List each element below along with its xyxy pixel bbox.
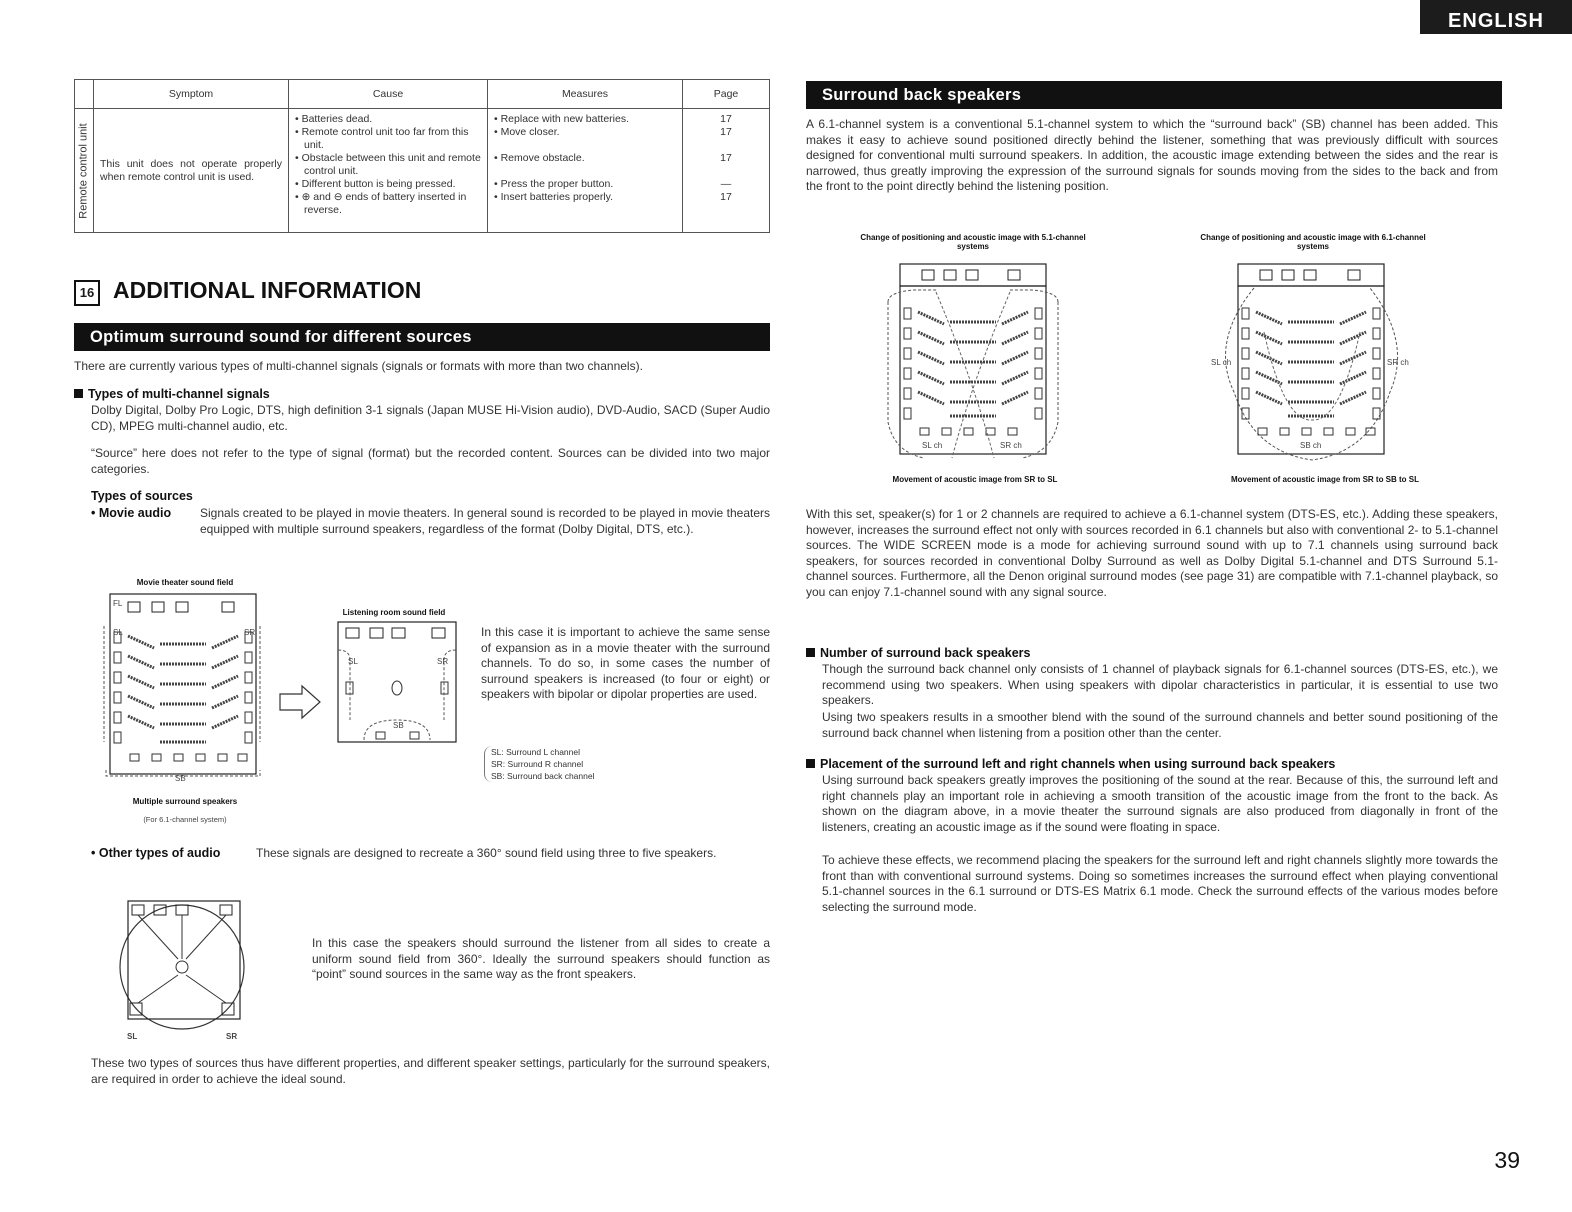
measures-cell — [488, 109, 683, 233]
list-item: • Remove obstacle. — [494, 152, 676, 165]
section-number: 16 — [74, 280, 100, 306]
number-body-2: Using two speakers results in a smoother blend with the sound of the surround channels and better sound positioning of the surround back channel when listening from a position other than the center. — [822, 710, 1498, 740]
sl-ch-label: SL ch — [922, 441, 943, 450]
sb-label: SB — [393, 721, 404, 730]
diagram-5-1-title: Change of positioning and acoustic image with 5.1-channel systems — [860, 233, 1086, 251]
list-item: • Obstacle between this unit and remote control unit. — [295, 152, 481, 178]
diagram-5-1 — [884, 262, 1064, 467]
page-cell — [683, 109, 770, 233]
number-heading: Number of surround back speakers — [806, 646, 1030, 660]
sr-label: SR — [244, 628, 256, 637]
placement-body-2: To achieve these effects, we recommend placing the speakers for the surround left and right channels slightly more towards the front than with conventional surround systems. Doing so sometimes increases the surround effect when playing conventional 5.1-channel sources in the 6.1 surround or DTS-ES Matrix 6.1 mode. Check the surround effects of the various modes before selecting the surround mode. — [822, 853, 1498, 914]
types-heading: Types of multi-channel signals — [74, 387, 270, 401]
sb-ch-label: SB ch — [1300, 441, 1322, 450]
five-speaker-text: In this case the speakers should surround the listener from all sides to create a uniform sound field from 360°. Ideally the surround speakers should function as “point” sound sources in the same way as the front speakers. — [312, 936, 770, 981]
channel-legend — [484, 746, 594, 782]
table-row — [75, 109, 770, 233]
sl-label: SL — [348, 657, 358, 666]
section-title: ADDITIONAL INFORMATION — [113, 277, 422, 303]
list-item: • Insert batteries properly. — [494, 191, 676, 204]
intro-paragraph: There are currently various types of multi-channel signals (signals or formats with more than two channels). — [74, 359, 643, 373]
cause-cell — [289, 109, 488, 233]
movie-theater-caption: Multiple surround speakers — [132, 797, 238, 806]
header-measures: Measures — [488, 80, 683, 109]
other-audio-body: These signals are designed to recreate a 360° sound field using three to five speakers. — [256, 846, 717, 860]
optimum-surround-bar: Optimum surround sound for different sources — [74, 323, 770, 351]
conclusion-paragraph: These two types of sources thus have different properties, and different speaker settings, particularly for the surround speakers, are required in order to achieve the ideal sound. — [91, 1056, 770, 1086]
page-number: 39 — [1494, 1147, 1520, 1173]
list-item: • Move closer. — [494, 126, 676, 139]
page-ref: 17 — [720, 152, 732, 164]
bullet-square — [806, 648, 815, 657]
surround-back-bar: Surround back speakers — [806, 81, 1502, 109]
source-note: “Source” here does not refer to the type of signal (format) but the recorded content. Sources can be divided into two major categories. — [91, 446, 770, 476]
five-speaker-diagram — [108, 895, 258, 1035]
category-cell: Remote control unit — [75, 109, 94, 233]
number-body: Though the surround back channel only consists of 1 channel of playback signals for 6.1-channel sources (DTS-ES, etc.), we recommend using two speakers. When using speakers with dipolar characteristics in particular, it is essential to use two speakers. — [822, 662, 1498, 707]
cause-list — [295, 113, 481, 217]
header-symptom: Symptom — [94, 80, 289, 109]
diagram-6-1-caption: Movement of acoustic image from SR to SB to SL — [1230, 475, 1420, 484]
table-corner — [75, 80, 94, 109]
symptom-cell: This unit does not operate properly when remote control unit is used. — [94, 109, 289, 233]
sb-label: SB — [175, 774, 186, 783]
movie-theater-title: Movie theater sound field — [136, 578, 234, 587]
diagram-5-1-caption: Movement of acoustic image from SR to SL — [892, 475, 1058, 484]
movie-theater-diagram — [102, 592, 272, 802]
page-ref: 17 — [720, 113, 732, 125]
list-item: • Batteries dead. — [295, 113, 481, 126]
page-ref: 17 — [720, 126, 732, 138]
placement-heading: Placement of the surround left and right channels when using surround back speakers — [806, 757, 1335, 771]
movie-audio-body: Signals created to be played in movie theaters. In general sound is recorded to be played in movie theaters equipped with multiple surround speakers, regardless of the format (Dolby Digital, DTS, etc.). — [200, 506, 770, 536]
listening-room-title: Listening room sound field — [342, 608, 446, 617]
page-ref: — — [720, 178, 732, 190]
legend-item: SB: Surround back channel — [491, 771, 595, 781]
measures-list — [494, 113, 676, 204]
surround-back-intro: A 6.1-channel system is a conventional 5.1-channel system to which the “surround back” (SB) channel has been added. This makes it easy to achieve sound positioned directly behind the listener, something that was previously difficult with sources designed for conventional multi surround speakers. In addition, the acoustic image extending between the sides and the rear is narrowed, thus greatly improving the expression of the surround signals for sounds moving from the sides to the back and from the front to the point directly behind the listening position. — [806, 117, 1498, 193]
troubleshooting-table — [74, 79, 770, 233]
types-body: Dolby Digital, Dolby Pro Logic, DTS, high definition 3-1 signals (Japan MUSE Hi-Vision audio), DVD-Audio, SACD (Super Audio CD), MPEG multi-channel audio, etc. — [91, 403, 770, 433]
listening-room-diagram — [334, 620, 464, 750]
sr-ch-label: SR ch — [1387, 358, 1409, 367]
sl-label: SL — [127, 1032, 138, 1041]
list-item: • ⊕ and ⊖ ends of battery inserted in reverse. — [295, 191, 481, 217]
list-item: • Remote control unit too far from this unit. — [295, 126, 481, 152]
bullet-square — [74, 389, 83, 398]
sl-ch-label: SL ch — [1211, 358, 1232, 367]
fl-label: FL — [113, 599, 123, 608]
other-audio-label: • Other types of audio — [91, 846, 221, 860]
sr-label: SR — [437, 657, 449, 666]
sr-ch-label: SR ch — [1000, 441, 1022, 450]
list-item: • Press the proper button. — [494, 178, 676, 191]
sl-label: SL — [113, 628, 123, 637]
header-cause: Cause — [289, 80, 488, 109]
movie-audio-label: • Movie audio — [91, 506, 172, 520]
movie-theater-subcaption: (For 6.1-channel system) — [143, 815, 227, 824]
bullet-square — [806, 759, 815, 768]
diagram-6-1-title: Change of positioning and acoustic image with 6.1-channel systems — [1200, 233, 1426, 251]
surround-back-para2: With this set, speaker(s) for 1 or 2 channels are required to achieve a 6.1-channel system (DTS-ES, etc.). Adding these speakers, however, increases the surround effect not only with sources recorded in 6.1 channels but also with conventional 2- to 5.1-channel sources. The WIDE SCREEN mode is a mode for achieving surround sound with up to 7.1 channels using surround back speakers, for sources recorded in conventional Dolby Surround as well as Dolby Digital 5.1-channel and DTS Surround 5.1-channel sources. Furthermore, all the Denon original surround modes (see page 31) are compatible with 7.1-channel playback, so you can enjoy 7.1-channel sound with any signal source. — [806, 507, 1498, 599]
diagram-6-1 — [1224, 262, 1414, 467]
listening-room-text: In this case it is important to achieve the same sense of expansion as in a movie theater with the surround channels. To do so, in some cases the number of surround speakers is increased (to four or eight) or speakers with bipolar or dipolar properties are used. — [481, 625, 770, 701]
legend-item: SR: Surround R channel — [491, 759, 584, 769]
legend-item: SL: Surround L channel — [491, 747, 580, 757]
sr-label: SR — [226, 1032, 238, 1041]
page-ref: 17 — [720, 191, 732, 203]
header-page: Page — [683, 80, 770, 109]
placement-body: Using surround back speakers greatly improves the positioning of the sound at the rear. Because of this, the surround left and right channels play an important role in achieving a smooth transition of the acoustic image from the front to the back. As shown on the diagram above, in a movie theater the surround signals are also produced from diagonally in front of the listeners, creating an acoustic image as if the sound were floating in space. — [822, 773, 1498, 834]
list-item: • Different button is being pressed. — [295, 178, 481, 191]
arrow-right-icon — [278, 684, 322, 720]
language-tab: ENGLISH — [1420, 0, 1572, 34]
list-item: • Replace with new batteries. — [494, 113, 676, 126]
sources-heading: Types of sources — [91, 489, 193, 503]
table-header-row — [75, 80, 770, 109]
